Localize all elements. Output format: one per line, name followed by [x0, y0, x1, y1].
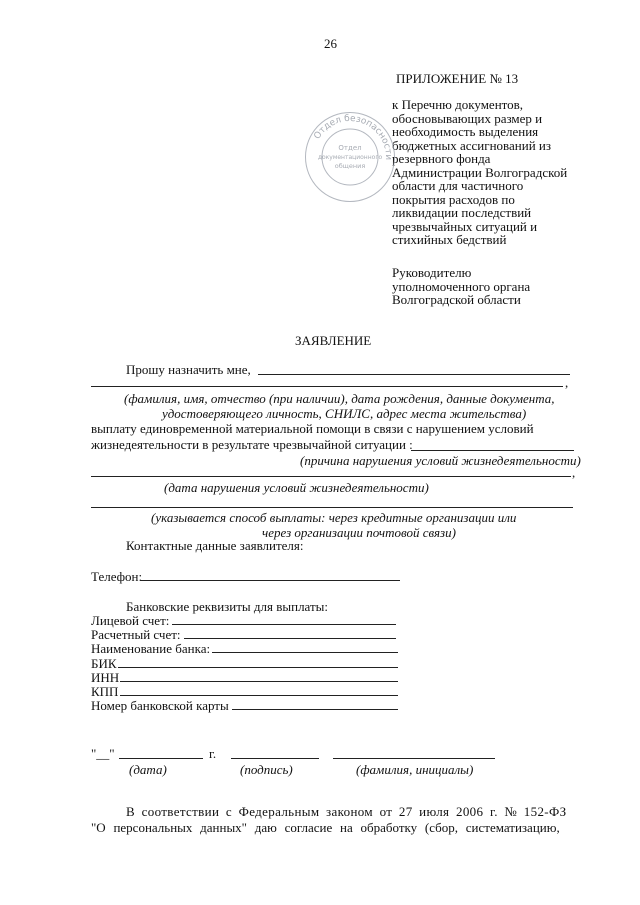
bank-field-line[interactable] [120, 695, 398, 696]
appendix-line: чрезвычайных ситуаций и [392, 218, 538, 234]
appendix-line: Администрации Волгоградской [392, 164, 568, 180]
official-stamp [305, 112, 395, 202]
addressee-line: Руководителю [392, 265, 472, 280]
appendix-title: ПРИЛОЖЕНИЕ № 13 [396, 71, 519, 86]
appendix-line: бюджетных ассигнований из [392, 137, 551, 153]
bank-field-label: Номер банковской карты [91, 698, 229, 713]
bank-field-line[interactable] [212, 652, 398, 653]
appendix-line: резервного фонда [392, 151, 491, 166]
cause-input-line-2[interactable] [91, 476, 571, 477]
contacts-label: Контактные данные заявлителя: [126, 538, 304, 553]
bank-field-line[interactable] [120, 681, 398, 682]
appendix-line: стихийных бедствий [392, 232, 507, 247]
name-initials-input-line[interactable] [333, 758, 495, 759]
phone-input-line[interactable] [140, 580, 400, 581]
name-input-line-2[interactable] [91, 386, 563, 387]
stamp-center-line: Отдел [338, 144, 362, 152]
appendix-line: обосновывающих размер и [392, 110, 543, 126]
bank-field-label: Наименование банка: [91, 641, 211, 656]
payment-text: жизнедеятельности в результате чрезвычайной ситуации : [91, 437, 413, 452]
appendix-text [392, 98, 567, 247]
appendix-line: области для частичного [392, 178, 524, 193]
cause-hint: (причина нарушения условий жизнедеятельности) [300, 453, 581, 468]
request-lead: Прошу назначить мне, [126, 362, 251, 377]
date-input-line[interactable] [119, 758, 203, 759]
bank-field-label: КПП [91, 684, 119, 699]
bank-field-line[interactable] [172, 624, 396, 625]
trailing-comma: , [565, 375, 569, 390]
method-hint: (указывается способ выплаты: через кредитные организации или [151, 510, 517, 525]
bank-field-label: ИНН [91, 670, 120, 685]
method-input-line[interactable] [91, 507, 573, 508]
payment-text: выплату единовременной материальной помощи в связи с нарушением условий [91, 421, 534, 436]
bank-field-line[interactable] [118, 667, 398, 668]
cause-input-line[interactable] [411, 450, 574, 451]
name-label: (фамилия, инициалы) [356, 762, 474, 777]
addressee-line: уполномоченного органа [392, 278, 531, 294]
addressee-line: Волгоградской области [392, 292, 521, 307]
signature-input-line[interactable] [231, 758, 319, 759]
stamp-center-line: общения [334, 162, 366, 170]
bank-field-label: Лицевой счет: [91, 613, 170, 628]
date-hint: (дата нарушения условий жизнедеятельности) [164, 480, 429, 495]
appendix-line: покрытия расходов по [392, 191, 515, 207]
name-hint: (фамилия, имя, отчество (при наличии), дата рождения, данные документа, [124, 391, 555, 406]
name-hint: удостоверяющего личность, СНИЛС, адрес места жительства) [162, 406, 527, 421]
bank-field-line[interactable] [232, 709, 398, 710]
document-heading: ЗАЯВЛЕНИЕ [295, 333, 372, 348]
appendix-line: к Перечню документов, [392, 97, 524, 112]
trailing-comma: , [572, 465, 576, 480]
bank-title: Банковские реквизиты для выплаты: [126, 599, 329, 614]
phone-label: Телефон: [91, 569, 143, 584]
bank-field-label: Расчетный счет: [91, 627, 181, 642]
bank-field-label: БИК [91, 656, 117, 671]
name-input-line-1[interactable] [258, 374, 570, 375]
date-quote-marks: "__" [91, 746, 115, 761]
stamp-center-line: документационного [317, 154, 383, 161]
year-suffix: г. [209, 746, 217, 761]
consent-text: В соответствии с Федеральным законом от 27 июля 2006 г. № 152-ФЗ [126, 804, 567, 819]
addressee-block [392, 266, 530, 307]
appendix-line: ликвидации последствий [392, 205, 532, 220]
date-label: (дата) [129, 762, 167, 777]
appendix-line: необходимость выделения [392, 124, 539, 139]
method-hint: через организации почтовой связи) [262, 525, 456, 540]
consent-text: "О персональных данных" даю согласие на обработку (сбор, систематизацию, [91, 820, 560, 835]
stamp-ring-text: Отдел безопасности [312, 113, 394, 161]
page-number: 26 [324, 36, 337, 51]
stamp-seal-icon [306, 113, 394, 201]
sign-label: (подпись) [240, 762, 293, 777]
bank-field-line[interactable] [184, 638, 396, 639]
